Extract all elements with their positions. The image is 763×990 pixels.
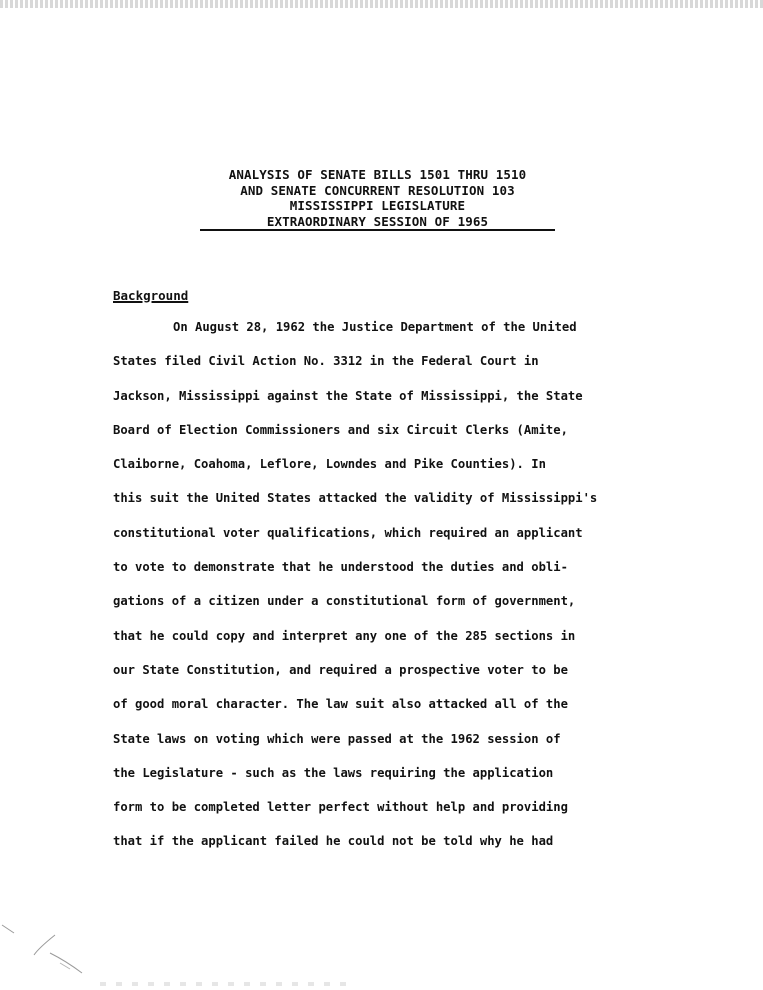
body-line: the Legislature - such as the laws requiring the application <box>113 765 554 780</box>
body-line: constitutional voter qualifications, which required an applicant <box>113 525 583 540</box>
body-line: States filed Civil Action No. 3312 in the Federal Court in <box>113 354 539 369</box>
body-line: Board of Election Commissioners and six Circuit Clerks (Amite, <box>113 422 568 437</box>
document-title <box>200 167 555 231</box>
scan-top-edge <box>0 0 763 8</box>
title-line-2: AND SENATE CONCURRENT RESOLUTION 103 <box>240 182 515 198</box>
body-line: our State Constitution, and required a prospective voter to be <box>113 662 568 677</box>
body-line: this suit the United States attacked the validity of Mississippi's <box>113 491 598 506</box>
body-line: that he could copy and interpret any one of the 285 sections in <box>113 628 576 643</box>
title-line-3: MISSISSIPPI LEGISLATURE <box>289 198 466 213</box>
body-line: State laws on voting which were passed at the 1962 session of <box>113 731 561 746</box>
body-line: to vote to demonstrate that he understood the duties and obli- <box>113 560 568 575</box>
body-paragraph <box>113 318 703 867</box>
body-line: of good moral character. The law suit also attacked all of the <box>113 697 568 712</box>
title-line-4: EXTRAORDINARY SESSION OF 1965 <box>200 214 555 232</box>
body-line: On August 28, 1962 the Justice Department of the United <box>173 320 577 334</box>
body-line: gations of a citizen under a constitutional form of government, <box>113 594 576 609</box>
body-line: that if the applicant failed he could not be told why he had <box>113 834 554 849</box>
body-line: form to be completed letter perfect without help and providing <box>113 800 568 815</box>
body-line: Claiborne, Coahoma, Leflore, Lowndes and Pike Counties). In <box>113 457 546 472</box>
margin-pencil-marks <box>0 915 110 990</box>
body-line: Jackson, Mississippi against the State of Mississippi, the State <box>113 388 583 403</box>
scan-bottom-edge <box>100 982 350 986</box>
title-line-1: ANALYSIS OF SENATE BILLS 1501 THRU 1510 <box>228 167 527 182</box>
section-heading: Background <box>113 288 189 303</box>
